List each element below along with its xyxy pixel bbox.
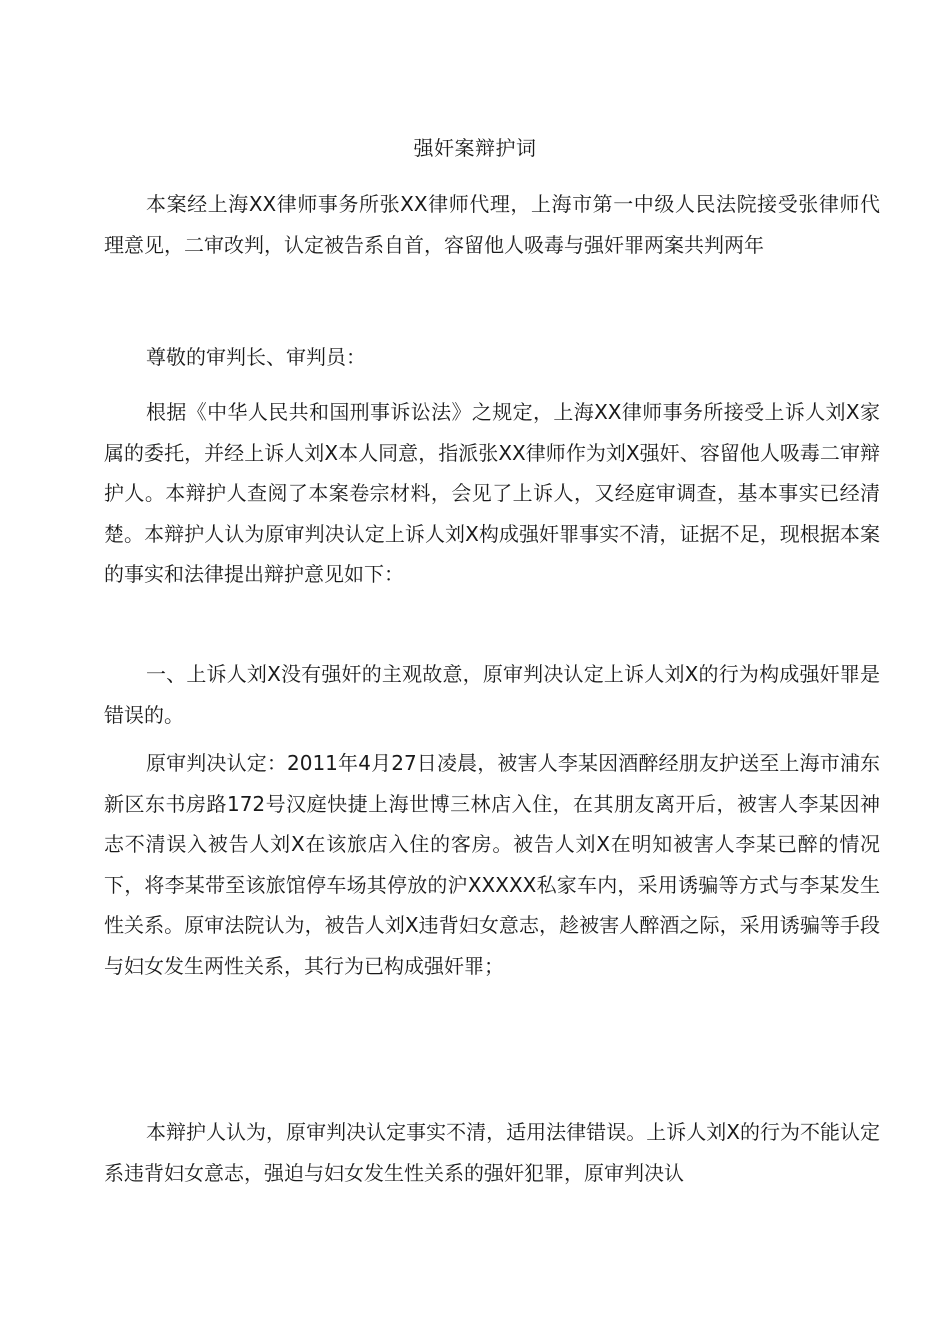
document-title: 强奸案辩护词 [413,136,537,160]
paragraph-case-summary: 本案经上海XX律师事务所张XX律师代理，上海市第一中级人民法院接受张律师代理意见，二审改判，认定被告系自首，容留他人吸毒与强奸罪两案共判两年 [104,192,880,257]
paragraph-introduction: 根据《中华人民共和国刑事诉讼法》之规定，上海XX律师事务所接受上诉人刘X家属的委托，并经上诉人刘X本人同意，指派张XX律师作为刘X强奸、容留他人吸毒二审辩护人。本辩护人查阅了本案卷宗材料，会见了上诉人，又经庭审调查，基本事实已经清楚。本辩护人认为原审判决认定上诉人刘X构成强奸罪事实不清，证据不足，现根据本案的事实和法律提出辩护意见如下： [104,400,880,586]
paragraph-salutation: 尊敬的审判长、审判员： [146,345,366,369]
paragraph-argument-heading: 一、上诉人刘X没有强奸的主观故意，原审判决认定上诉人刘X的行为构成强奸罪是错误的。 [104,662,880,727]
paragraph-defense-opinion: 本辩护人认为，原审判决认定事实不清，适用法律错误。上诉人刘X的行为不能认定系违背妇女意志，强迫与妇女发生性关系的强奸犯罪，原审判决认 [104,1120,880,1185]
paragraph-original-judgment: 原审判决认定：2011年4月27日凌晨，被害人李某因酒醉经朋友护送至上海市浦东新区东书房路172号汉庭快捷上海世博三林店入住，在其朋友离开后，被害人李某因神志不清误入被告人刘X在该旅店入住的客房。被告人刘X在明知被害人李某已醉的情况下，将李某带至该旅馆停车场其停放的沪XXXXX私家车内，采用诱骗等方式与李某发生性关系。原审法院认为，被告人刘X违背妇女意志，趁被害人醉酒之际，采用诱骗等手段与妇女发生两性关系，其行为已构成强奸罪； [104,751,880,978]
